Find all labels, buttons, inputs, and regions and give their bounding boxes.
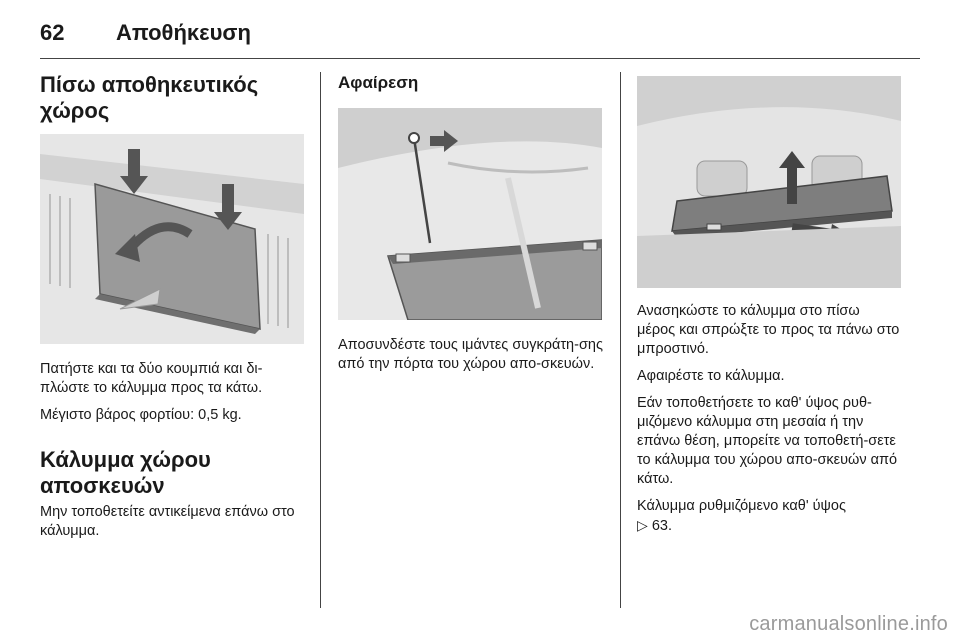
section-heading-rear-storage: Πίσω αποθηκευτικός χώρος — [40, 72, 259, 123]
column-3 — [637, 72, 901, 536]
page-number: 62 — [40, 20, 65, 45]
column-1 — [40, 72, 304, 541]
header-divider — [40, 58, 920, 59]
watermark: carmanualsonline.info — [749, 613, 948, 635]
column-divider-1 — [320, 72, 321, 608]
col3-paragraph-2: Αφαιρέστε το κάλυμμα. — [637, 368, 785, 384]
illustration-removal — [338, 108, 602, 320]
illustration-lift-cover — [637, 76, 901, 288]
col3-paragraph-3: Εάν τοποθετήσετε το καθ' ύψος ρυθ-μιζόμενο κάλυμμα στη μεσαία ή την επάνω θέση, μπορείτε να τοποθετή-σετε το κάλυμμα του χώρου απο-σκευών από κάτω. — [637, 395, 898, 487]
col2-paragraph-1: Αποσυνδέστε τους ιμάντες συγκράτη-σης από την πόρτα του χώρου απο-σκευών. — [338, 337, 603, 372]
col1-paragraph-1: Πατήστε και τα δύο κουμπιά και δι-πλώστε το κάλυμμα προς τα κάτω. — [40, 361, 263, 396]
col3-paragraph-4-text: Κάλυμμα ρυθμιζόμενο καθ' ύψος — [637, 498, 846, 514]
section-heading-luggage-cover: Κάλυμμα χώρου αποσκευών — [40, 447, 211, 498]
page-header — [40, 16, 920, 56]
column-divider-2 — [620, 72, 621, 608]
illustration-rear-storage — [40, 134, 304, 344]
col1-paragraph-3: Μην τοποθετείτε αντικείμενα επάνω στο κάλυμμα. — [40, 504, 295, 539]
page-reference-link[interactable]: 63. — [651, 518, 672, 534]
ref-arrow-icon: ▷ — [637, 517, 648, 533]
column-2 — [338, 72, 604, 374]
col3-paragraph-4 — [637, 497, 901, 536]
section-heading-removal: Αφαίρεση — [338, 73, 419, 92]
col1-paragraph-2: Μέγιστο βάρος φορτίου: 0,5 kg. — [40, 407, 242, 423]
col3-paragraph-1: Ανασηκώστε το κάλυμμα στο πίσω μέρος και σπρώξτε το προς τα πάνω στο μπροστινό. — [637, 303, 900, 357]
page-title: Αποθήκευση — [116, 20, 251, 45]
